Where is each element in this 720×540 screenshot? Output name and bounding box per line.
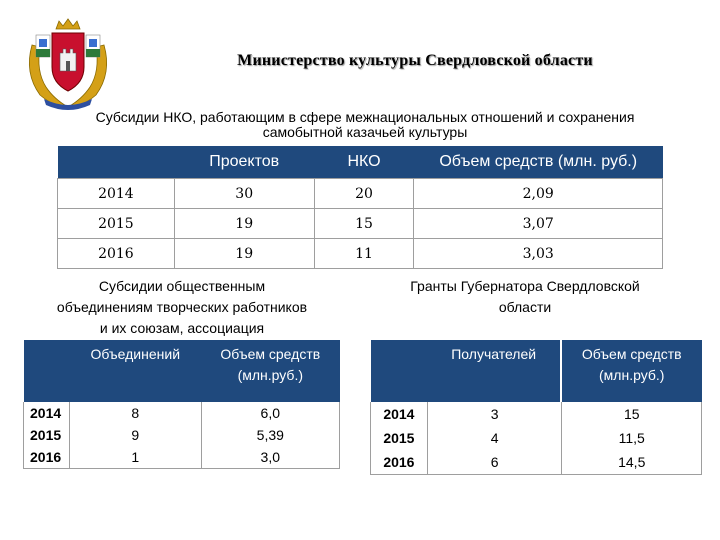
funds-cell: 11,5 <box>562 426 702 450</box>
header-cell-empty <box>24 340 70 402</box>
governor-grants-title-line1: Гранты Губернатора Свердловской <box>410 278 640 294</box>
recipients-cell: 6 <box>427 450 562 475</box>
table-row <box>24 446 340 469</box>
year-cell: 2015 <box>371 426 428 450</box>
unions-cell: 9 <box>69 424 201 446</box>
nko-cell: 20 <box>314 179 414 209</box>
projects-cell: 19 <box>174 209 314 239</box>
header-cell-funds <box>201 340 339 402</box>
table-header-row <box>58 146 663 179</box>
recipients-cell: 4 <box>427 426 562 450</box>
coat-of-arms-emblem <box>18 15 118 115</box>
table-row <box>58 239 663 269</box>
header-funds-line2: (млн.руб.) <box>237 367 303 383</box>
header-cell-unions: Объединений <box>69 340 201 402</box>
projects-cell: 30 <box>174 179 314 209</box>
header-cell-recipients: Получателей <box>427 340 560 402</box>
table-row <box>371 426 702 450</box>
projects-cell: 19 <box>174 239 314 269</box>
funds-cell: 15 <box>562 402 702 426</box>
year-cell: 2015 <box>24 424 70 446</box>
nko-subsidies-title <box>20 110 710 140</box>
year-cell: 2016 <box>24 446 70 469</box>
nko-cell: 15 <box>314 209 414 239</box>
header-cell-nko: НКО <box>347 153 381 170</box>
governor-grants-table <box>370 340 702 475</box>
header-cell-projects: Проектов <box>209 153 280 170</box>
unions-cell: 1 <box>69 446 201 469</box>
ministry-title: Министерство культуры Свердловской области <box>237 52 593 69</box>
governor-grants-title-line2: области <box>498 299 552 315</box>
table-header-row <box>24 340 340 402</box>
header-funds-line2: (млн.руб.) <box>599 367 665 383</box>
table-header-row <box>371 340 702 402</box>
funds-cell: 6,0 <box>201 402 339 424</box>
year-cell: 2015 <box>58 209 175 239</box>
creative-unions-title-line2: объединениям творческих работников <box>56 299 308 315</box>
year-cell: 2014 <box>58 179 175 209</box>
header-funds-line1: Объем средств <box>220 346 321 362</box>
funds-cell: 14,5 <box>562 450 702 475</box>
funds-cell: 2,09 <box>414 179 663 209</box>
header-cell-empty <box>371 340 428 402</box>
header-cell-empty <box>58 146 175 179</box>
header-funds-line1: Объем средств <box>581 346 682 362</box>
funds-cell: 3,07 <box>414 209 663 239</box>
nko-subsidies-table <box>57 146 663 269</box>
governor-grants-title <box>372 276 678 318</box>
table-row <box>371 402 702 426</box>
funds-cell: 5,39 <box>201 424 339 446</box>
unions-cell: 8 <box>69 402 201 424</box>
creative-unions-title-line3: и их союзам, ассоциация <box>99 320 265 336</box>
table-row <box>24 424 340 446</box>
creative-unions-title <box>22 276 342 339</box>
year-cell: 2016 <box>58 239 175 269</box>
table-row <box>58 179 663 209</box>
header-cell-funds <box>562 340 702 402</box>
table-row <box>371 450 702 475</box>
nko-subtitle-line2: самобытной казачьей культуры <box>262 124 468 140</box>
nko-cell: 11 <box>314 239 414 269</box>
table-row <box>24 402 340 424</box>
year-cell: 2014 <box>371 402 428 426</box>
nko-subtitle-line1: Субсидии НКО, работающим в сфере межнациональных отношений и сохранения <box>95 109 635 125</box>
header-cell-funds: Объем средств (млн. руб.) <box>439 153 638 170</box>
recipients-cell: 3 <box>427 402 562 426</box>
table-row <box>58 209 663 239</box>
funds-cell: 3,0 <box>201 446 339 469</box>
year-cell: 2016 <box>371 450 428 475</box>
year-cell: 2014 <box>24 402 70 424</box>
creative-unions-title-line1: Субсидии общественным <box>98 278 266 294</box>
funds-cell: 3,03 <box>414 239 663 269</box>
creative-unions-table <box>23 340 340 469</box>
